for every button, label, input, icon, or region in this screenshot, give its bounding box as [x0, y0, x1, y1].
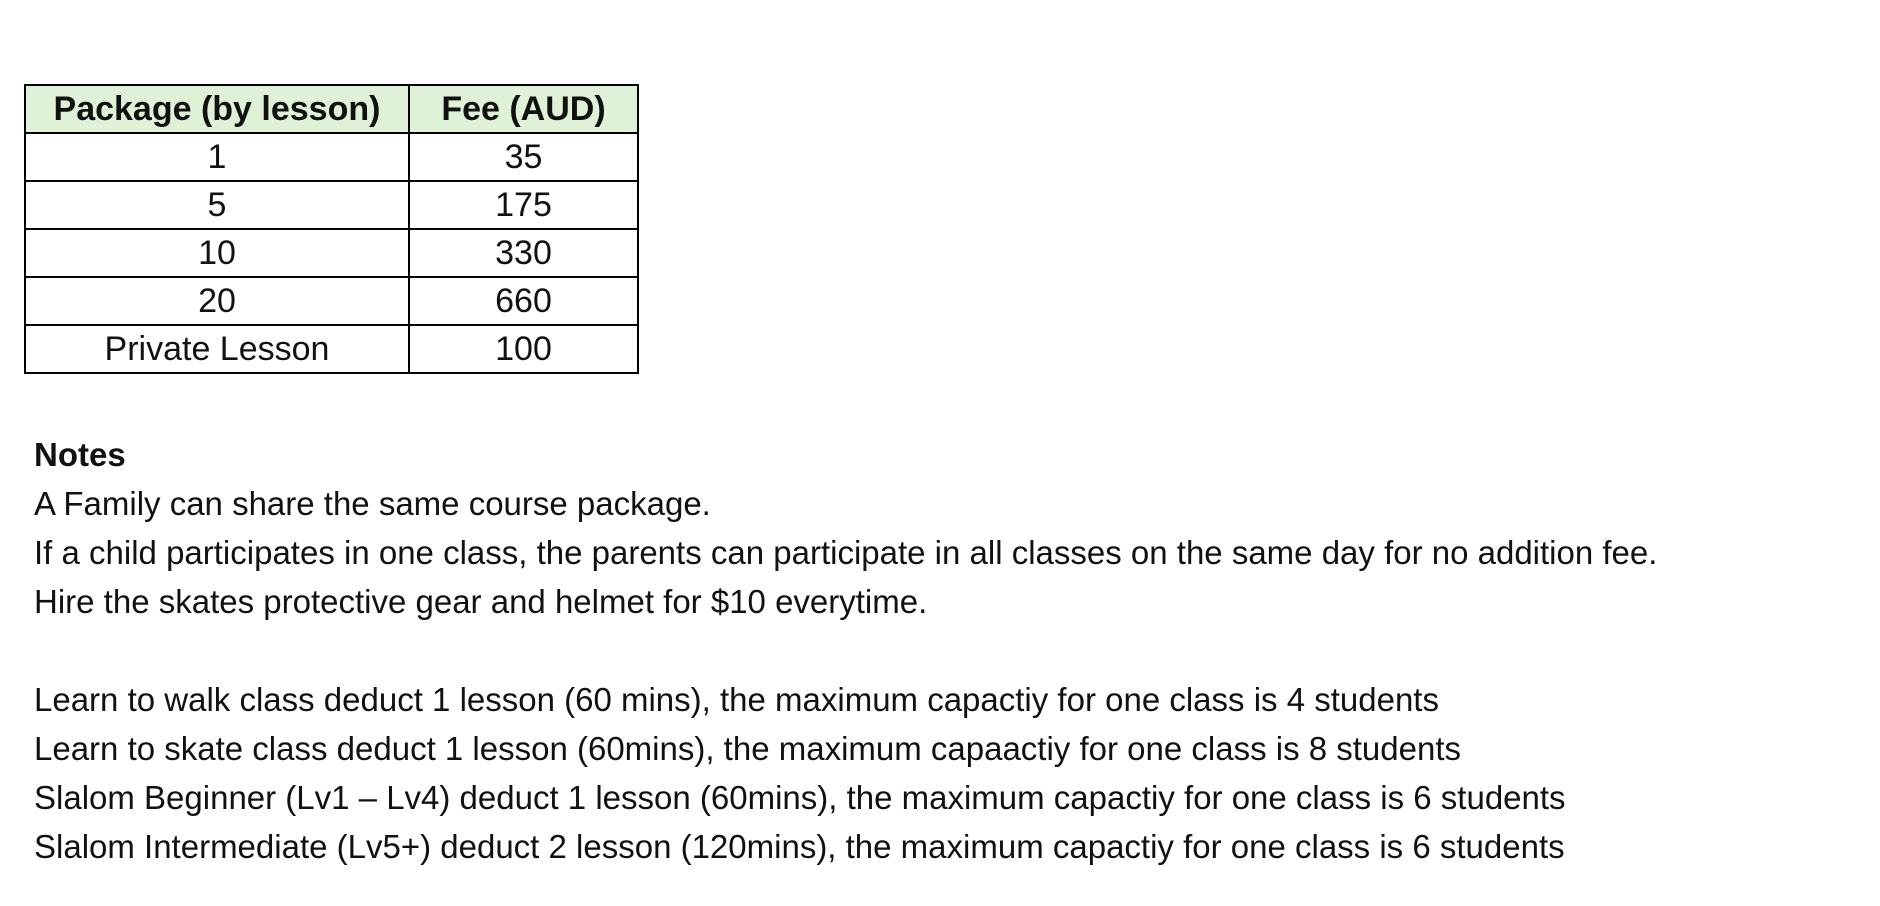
package-fee-table — [24, 84, 639, 374]
table-row — [25, 133, 638, 181]
fee-cell: 100 — [409, 325, 638, 373]
class-note-line: Slalom Beginner (Lv1 – Lv4) deduct 1 lesson (60mins), the maximum capactiy for one class is 6 students — [34, 779, 1566, 816]
table-header-row — [25, 85, 638, 133]
package-cell: Private Lesson — [25, 325, 409, 373]
fee-cell: 175 — [409, 181, 638, 229]
fee-cell: 35 — [409, 133, 638, 181]
fee-cell: 660 — [409, 277, 638, 325]
table-row — [25, 325, 638, 373]
package-cell: 20 — [25, 277, 409, 325]
note-line: If a child participates in one class, the parents can participate in all classes on the same day for no addition fee. — [34, 534, 1658, 571]
notes-section — [34, 430, 1657, 871]
note-line: A Family can share the same course package. — [34, 485, 711, 522]
class-note-line: Learn to skate class deduct 1 lesson (60mins), the maximum capaactiy for one class is 8 students — [34, 730, 1462, 767]
fee-cell: 330 — [409, 229, 638, 277]
class-note-line: Learn to walk class deduct 1 lesson (60 mins), the maximum capactiy for one class is 4 students — [34, 681, 1439, 718]
notes-spacer — [34, 626, 1657, 675]
table-row — [25, 229, 638, 277]
class-note-line: Slalom Intermediate (Lv5+) deduct 2 lesson (120mins), the maximum capactiy for one class is 6 students — [34, 828, 1565, 865]
notes-title: Notes — [34, 436, 126, 473]
package-cell: 5 — [25, 181, 409, 229]
column-header-package: Package (by lesson) — [25, 85, 409, 133]
table-row — [25, 181, 638, 229]
column-header-fee: Fee (AUD) — [409, 85, 638, 133]
package-cell: 1 — [25, 133, 409, 181]
package-cell: 10 — [25, 229, 409, 277]
note-line: Hire the skates protective gear and helmet for $10 everytime. — [34, 583, 928, 620]
table-row — [25, 277, 638, 325]
